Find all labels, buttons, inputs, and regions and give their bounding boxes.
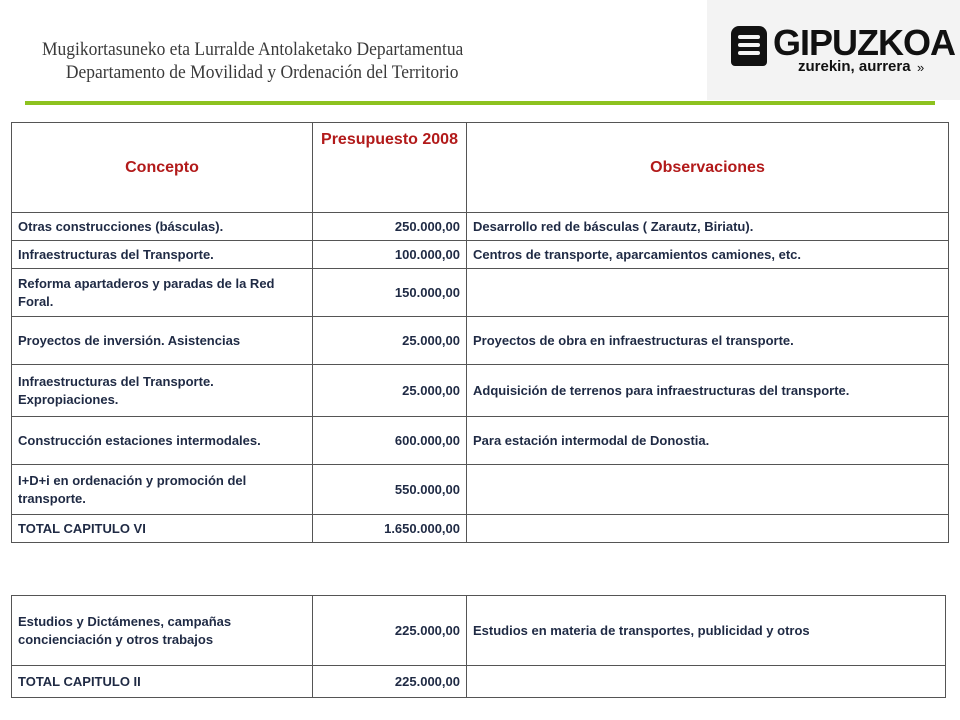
table-row: [12, 269, 949, 317]
table-row: [12, 317, 949, 365]
cell-presupuesto: 25.000,00: [313, 317, 467, 365]
header-observaciones: Observaciones: [467, 123, 949, 213]
cell-total-label: TOTAL CAPITULO VI: [12, 515, 313, 543]
chevron-right-icon: »: [917, 60, 925, 75]
cell-total-label: TOTAL CAPITULO II: [12, 666, 313, 698]
table-row: [12, 365, 949, 417]
budget-table-capitulo-ii: [11, 595, 946, 698]
department-header: [42, 38, 463, 84]
cell-observaciones: Desarrollo red de básculas ( Zarautz, Biriatu).: [467, 213, 949, 241]
cell-presupuesto: 25.000,00: [313, 365, 467, 417]
cell-presupuesto: 600.000,00: [313, 417, 467, 465]
cell-observaciones: Para estación intermodal de Donostia.: [467, 417, 949, 465]
cell-total-value: 225.000,00: [313, 666, 467, 698]
header-presupuesto: Presupuesto 2008: [313, 123, 467, 213]
cell-observaciones: [467, 515, 949, 543]
budget-table-capitulo-vi: [11, 122, 949, 543]
total-row: [12, 515, 949, 543]
table-row: [12, 596, 946, 666]
cell-observaciones: [467, 465, 949, 515]
cell-total-value: 1.650.000,00: [313, 515, 467, 543]
cell-concepto: I+D+i en ordenación y promoción del transporte.: [12, 465, 313, 515]
table-row: [12, 465, 949, 515]
cell-observaciones: Estudios en materia de transportes, publicidad y otros: [467, 596, 946, 666]
cell-observaciones: [467, 269, 949, 317]
department-name-basque: Mugikortasuneko eta Lurralde Antolaketako Departamentua: [42, 39, 464, 60]
table-row: [12, 213, 949, 241]
cell-concepto: Estudios y Dictámenes, campañas concienciación y otros trabajos: [12, 596, 313, 666]
cell-concepto: Otras construcciones (básculas).: [12, 213, 313, 241]
cell-presupuesto: 250.000,00: [313, 213, 467, 241]
cell-presupuesto: 225.000,00: [313, 596, 467, 666]
gipuzkoa-emblem-icon: [731, 26, 767, 66]
header-concepto: Concepto: [12, 123, 313, 213]
cell-observaciones: Proyectos de obra en infraestructuras el transporte.: [467, 317, 949, 365]
total-row: [12, 666, 946, 698]
cell-observaciones: Adquisición de terrenos para infraestructuras del transporte.: [467, 365, 949, 417]
table-row: [12, 417, 949, 465]
header-divider: [25, 101, 935, 105]
table-header-row: [12, 123, 949, 213]
cell-observaciones: [467, 666, 946, 698]
logo-name: GIPUZKOA: [773, 22, 956, 63]
cell-concepto: Infraestructuras del Transporte.: [12, 241, 313, 269]
table-row: [12, 241, 949, 269]
cell-concepto: Proyectos de inversión. Asistencias: [12, 317, 313, 365]
cell-presupuesto: 100.000,00: [313, 241, 467, 269]
logo-tagline: zurekin, aurrera: [798, 58, 911, 75]
cell-concepto: Construcción estaciones intermodales.: [12, 417, 313, 465]
cell-presupuesto: 550.000,00: [313, 465, 467, 515]
cell-concepto: Reforma apartaderos y paradas de la Red Foral.: [12, 269, 313, 317]
gipuzkoa-logo: [707, 0, 960, 100]
department-name-spanish: Departamento de Movilidad y Ordenación del Territorio: [65, 62, 459, 83]
cell-concepto: Infraestructuras del Transporte. Expropiaciones.: [12, 365, 313, 417]
cell-observaciones: Centros de transporte, aparcamientos camiones, etc.: [467, 241, 949, 269]
cell-presupuesto: 150.000,00: [313, 269, 467, 317]
